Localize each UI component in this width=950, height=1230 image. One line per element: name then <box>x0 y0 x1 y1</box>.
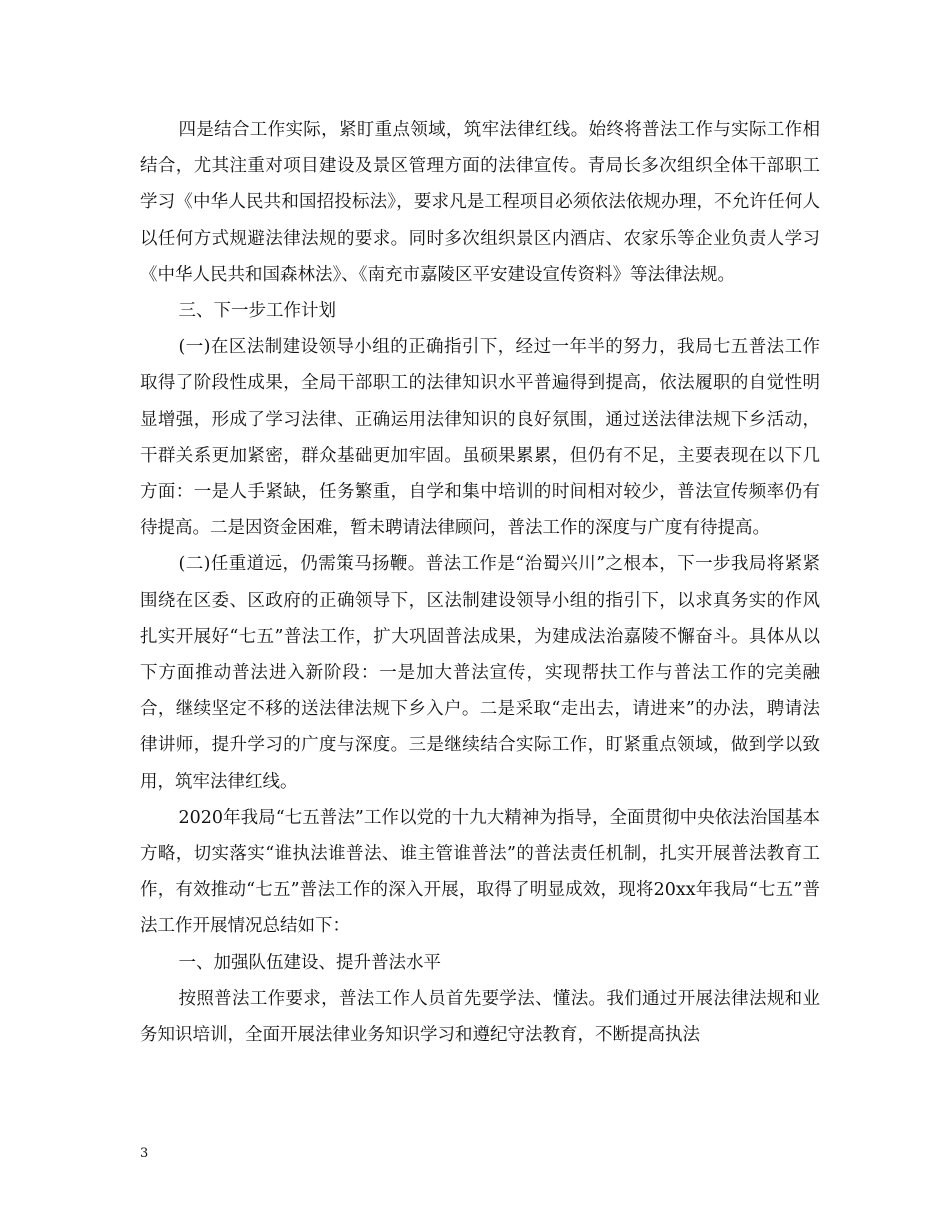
heading-next-plan: 三、下一步工作计划 <box>178 301 336 322</box>
body-text <box>140 112 820 1053</box>
paragraph-summary-intro: 2020年我局“七五普法”工作以党的十九大精神为指导，全面贯彻中央依法治国基本方略，切实落实“谁执法谁普法、谁主管谁普法”的普法责任机制，扎实开展普法教育工作，有效推动“七五”普法工作的深入开展，取得了明显成效，现将20xx年我局“七五”普法工作开展情况总结如下： <box>140 807 820 937</box>
paragraph-plan-2: (二)任重道远，仍需策马扬鞭。普法工作是“治蜀兴川”之根本，下一步我局将紧紧围绕在区委、区政府的正确领导下，区法制建设领导小组的指引下，以求真务实的作风扎实开展好“七五”普法工作，扩大巩固普法成果，为建成法治嘉陵不懈奋斗。具体从以下方面推动普法进入新阶段：一是加大普法宣传，实现帮扶工作与普法工作的完美融合，继续坚定不移的送法律法规下乡入户。二是采取“走出去，请进来”的办法，聘请法律讲师，提升学习的广度与深度。三是继续结合实际工作，盯紧重点领域，做到学以致用，筑牢法律红线。 <box>140 554 820 792</box>
paragraph-key-areas: 四是结合工作实际，紧盯重点领域，筑牢法律红线。始终将普法工作与实际工作相结合，尤其注重对项目建设及景区管理方面的法律宣传。青局长多次组织全体干部职工学习《中华人民共和国招投标法》，要求凡是工程项目必须依法依规办理，不允许任何人以任何方式规避法律法规的要求。同时多次组织景区内酒店、农家乐等企业负责人学习《中华人民共和国森林法》、《南充市嘉陵区平安建设宣传资料》等法律法规。 <box>140 120 820 285</box>
page-number: 3 <box>140 1146 149 1161</box>
paragraph-plan-1: (一)在区法制建设领导小组的正确指引下，经过一年半的努力，我局七五普法工作取得了阶段性成果，全局干部职工的法律知识水平普遍得到提高，依法履职的自觉性明显增强，形成了学习法律、正确运用法律知识的良好氛围，通过送法律法规下乡活动，干群关系更加紧密，群众基础更加牢固。虽硕果累累，但仍有不足，主要表现在以下几方面：一是人手紧缺，任务繁重，自学和集中培训的时间相对较少，普法宣传频率仍有待提高。二是因资金困难，暂未聘请法律顾问，普法工作的深度与广度有待提高。 <box>140 337 820 539</box>
paragraph-team-building: 按照普法工作要求，普法工作人员首先要学法、懂法。我们通过开展法律法规和业务知识培训，全面开展法律业务知识学习和遵纪守法教育，不断提高执法 <box>140 988 820 1046</box>
heading-team-building: 一、加强队伍建设、提升普法水平 <box>178 952 441 973</box>
